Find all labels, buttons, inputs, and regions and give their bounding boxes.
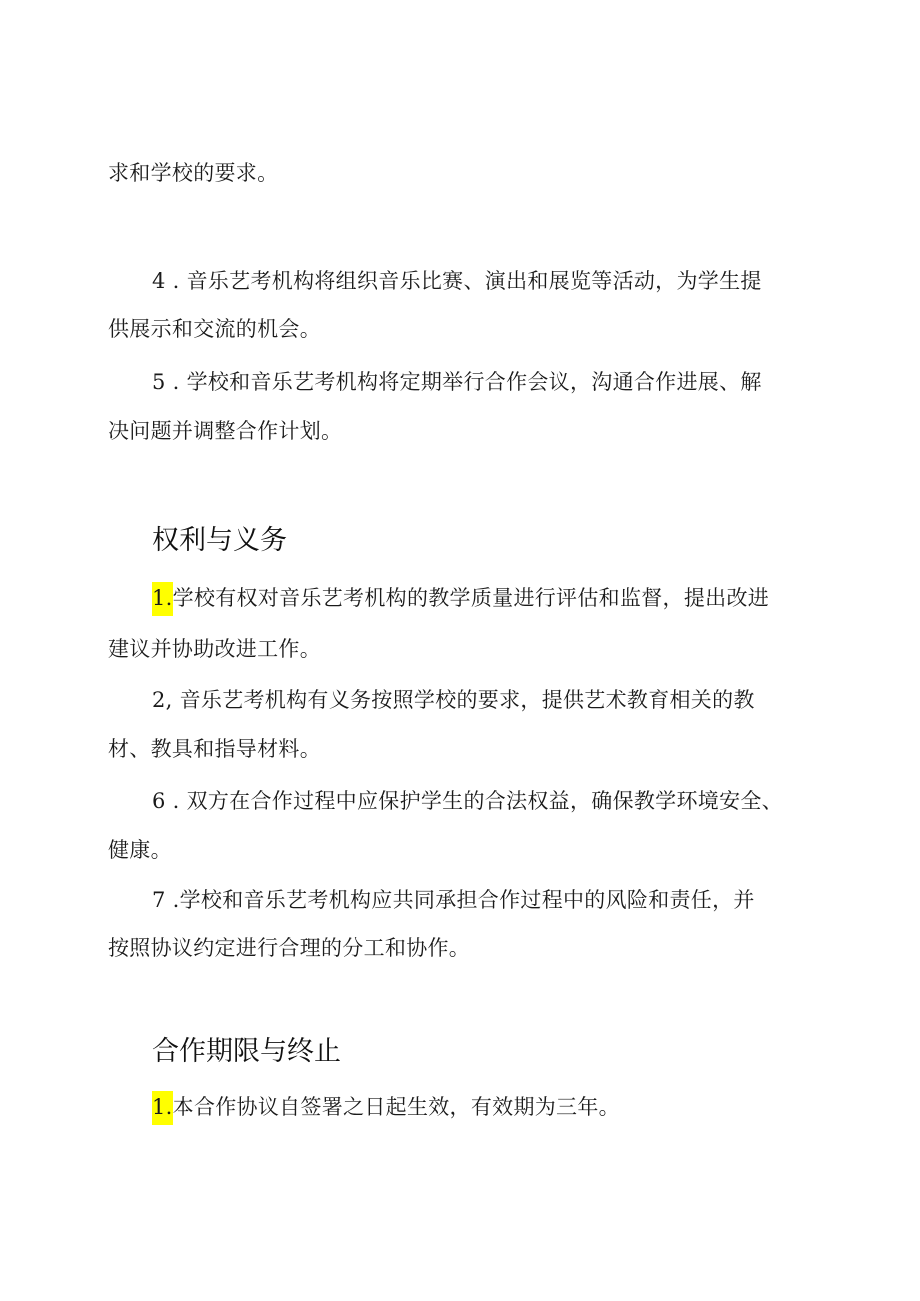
rights-item-1-line2: 建议并协助改进工作。	[108, 637, 321, 661]
paragraph-item-5-line2: 决问题并调整合作计划。	[108, 419, 343, 443]
section-heading-term: 合作期限与终止	[152, 1036, 341, 1067]
term-item-1-text: 本合作协议自签署之日起生效，有效期为三年。	[172, 1095, 620, 1119]
section-heading-rights: 权利与义务	[152, 525, 287, 556]
rights-item-6-line1: 6 . 双方在合作过程中应保护学生的合法权益，确保教学环境安全、	[152, 789, 783, 813]
rights-item-7-line2: 按照协议约定进行合理的分工和协作。	[108, 936, 471, 960]
paragraph-item-4-line2: 供展示和交流的机会。	[108, 317, 321, 341]
rights-item-1-text: 学校有权对音乐艺考机构的教学质量进行评估和监督，提出改进	[172, 586, 770, 610]
term-item-1-line1	[152, 1091, 620, 1125]
rights-item-7-line1: 7 .学校和音乐艺考机构应共同承担合作过程中的风险和责任，并	[152, 888, 755, 912]
rights-item-2-line2: 材、教具和指导材料。	[108, 737, 321, 761]
paragraph-item-4-line1: 4 . 音乐艺考机构将组织音乐比赛、演出和展览等活动，为学生提	[152, 269, 762, 293]
rights-item-2-line1: 2, 音乐艺考机构有义务按照学校的要求，提供艺术教育相关的教	[152, 688, 755, 712]
paragraph-item-5-line1: 5 . 学校和音乐艺考机构将定期举行合作会议，沟通合作进展、解	[152, 370, 762, 394]
rights-item-6-line2: 健康。	[108, 838, 172, 862]
highlighted-number: 1.	[152, 582, 173, 616]
highlighted-number: 1.	[152, 1091, 173, 1125]
rights-item-1-line1	[152, 582, 769, 616]
paragraph-continuation: 求和学校的要求。	[108, 161, 279, 185]
